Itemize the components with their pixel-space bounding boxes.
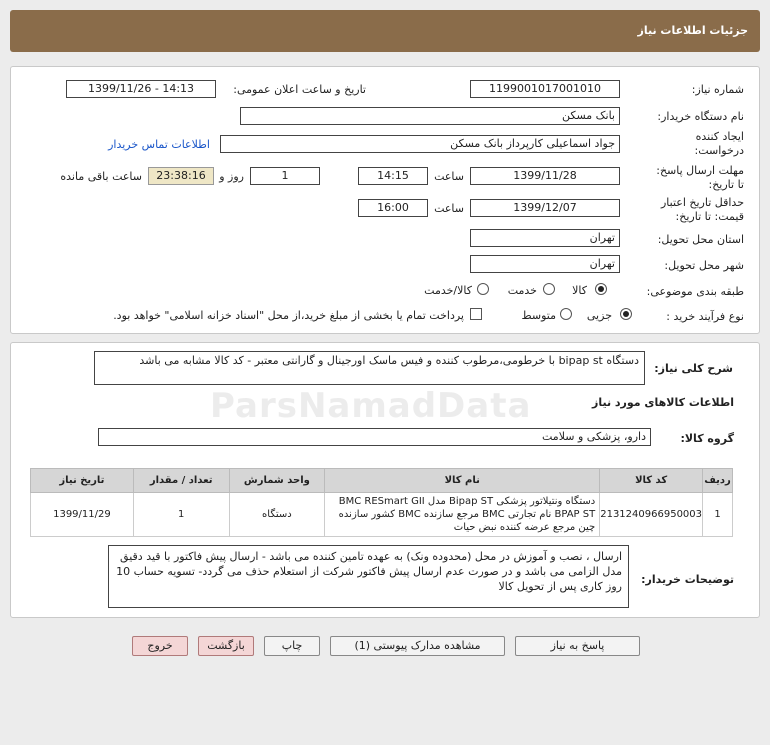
goods-section-title: اطلاعات کالاهای مورد نیاز [592, 396, 734, 409]
reply-button[interactable]: پاسخ به نیاز [515, 636, 640, 656]
col-date: تاریخ نیاز [31, 469, 134, 493]
days-label: روز و [219, 170, 244, 183]
page-title: جزئیات اطلاعات نیاز [637, 24, 748, 37]
cell-name: دستگاه ونتیلاتور پزشکی Bipap ST مدل BMC RESmart GII BPAP ST نام تجارتی BMC مرجع سازنده BMC کشور سازنده چین مرجع عرضه کننده نبض حیات [325, 493, 600, 537]
reply-date-field: 1399/11/28 [470, 167, 620, 185]
announce-label: تاریخ و ساعت اعلان عمومی: [233, 83, 366, 96]
cell-row: 1 [703, 493, 733, 537]
purchase-radio-minor[interactable] [620, 308, 632, 320]
need-number-field: 1199001017001010 [470, 80, 620, 98]
validity-time-field: 16:00 [358, 199, 428, 217]
col-name: نام کالا [325, 469, 600, 493]
category-option-goods: کالا [572, 284, 587, 297]
col-qty: تعداد / مقدار [133, 469, 229, 493]
cell-code: 2131240966950003 [600, 493, 703, 537]
summary-label: شرح کلی نیاز: [654, 362, 733, 375]
cell-unit: دستگاه [229, 493, 325, 537]
category-label: طبقه بندی موضوعی: [646, 285, 744, 298]
buyer-org-field: بانک مسکن [240, 107, 620, 125]
creator-label-2: درخواست: [694, 144, 744, 157]
col-row: ردیف [703, 469, 733, 493]
col-unit: واحد شمارش [229, 469, 325, 493]
province-field: تهران [470, 229, 620, 247]
table-row [31, 493, 733, 537]
goods-group-field: دارو، پزشکی و سلامت [98, 428, 651, 446]
buyer-notes-box: ارسال ، نصب و آموزش در محل (محدوده ونک) به عهده تامین کننده می باشد - ارسال پیش فاکتور با قید دقیق مدل الزامی می باشد و در صورت عدم ارسال پیش فاکتور شرکت از استعلام حذف می گردد- تسویه حساب 10 روز کاری پس از تحویل کالا [108, 545, 629, 608]
category-option-service: خدمت [507, 284, 537, 297]
creator-field: جواد اسماعیلی کارپرداز بانک مسکن [220, 135, 620, 153]
cell-date: 1399/11/29 [31, 493, 134, 537]
buyer-notes-label: توضیحات خریدار: [641, 573, 734, 586]
remaining-time-label: ساعت باقی مانده [60, 170, 142, 183]
treasury-checkbox[interactable] [470, 308, 482, 320]
reply-deadline-label-1: مهلت ارسال پاسخ: [656, 164, 744, 177]
province-label: استان محل تحویل: [657, 233, 744, 246]
buyer-contact-link[interactable]: اطلاعات تماس خریدار [108, 138, 210, 151]
purchase-option-minor: جزیی [586, 309, 612, 322]
validity-date-field: 1399/12/07 [470, 199, 620, 217]
city-label: شهر محل تحویل: [664, 259, 744, 272]
purchase-radio-medium[interactable] [560, 308, 572, 320]
page-header [10, 10, 760, 52]
summary-box: دستگاه bipap st با خرطومی،مرطوب کننده و فیس ماسک اورجینال و گارانتی معتبر - کد کالا مشابه می باشد [94, 351, 645, 385]
creator-label-1: ایجاد کننده [695, 130, 744, 143]
cell-qty: 1 [133, 493, 229, 537]
remaining-time-field: 23:38:16 [148, 167, 214, 185]
print-button[interactable]: چاپ [264, 636, 320, 656]
purchase-type-label: نوع فرآیند خرید : [666, 310, 744, 323]
buyer-org-label: نام دستگاه خریدار: [657, 110, 744, 123]
category-radio-goods[interactable] [595, 283, 607, 295]
category-radio-goods-service[interactable] [477, 283, 489, 295]
back-button[interactable]: بازگشت [198, 636, 254, 656]
col-code: کد کالا [600, 469, 703, 493]
announce-field: 1399/11/26 - 14:13 [66, 80, 216, 98]
payment-note: پرداخت تمام یا بخشی از مبلغ خرید،از محل "اسناد خزانه اسلامی" خواهد بود. [113, 309, 464, 322]
goods-group-label: گروه کالا: [680, 432, 734, 445]
need-number-label: شماره نیاز: [691, 83, 744, 96]
reply-time-field: 14:15 [358, 167, 428, 185]
attachments-button[interactable]: مشاهده مدارک پیوستی (1) [330, 636, 505, 656]
reply-deadline-label-2: تا تاریخ: [708, 178, 744, 191]
city-field: تهران [470, 255, 620, 273]
validity-label-2: قیمت: تا تاریخ: [675, 210, 744, 223]
items-table [30, 468, 733, 537]
validity-label-1: حداقل تاریخ اعتبار [660, 196, 744, 209]
reply-time-label: ساعت [434, 170, 464, 183]
days-field: 1 [250, 167, 320, 185]
purchase-option-medium: متوسط [521, 309, 556, 322]
watermark: ParsNamadData [210, 386, 532, 426]
exit-button[interactable]: خروج [132, 636, 188, 656]
category-option-goods-service: کالا/خدمت [424, 284, 472, 297]
validity-time-label: ساعت [434, 202, 464, 215]
category-radio-service[interactable] [543, 283, 555, 295]
